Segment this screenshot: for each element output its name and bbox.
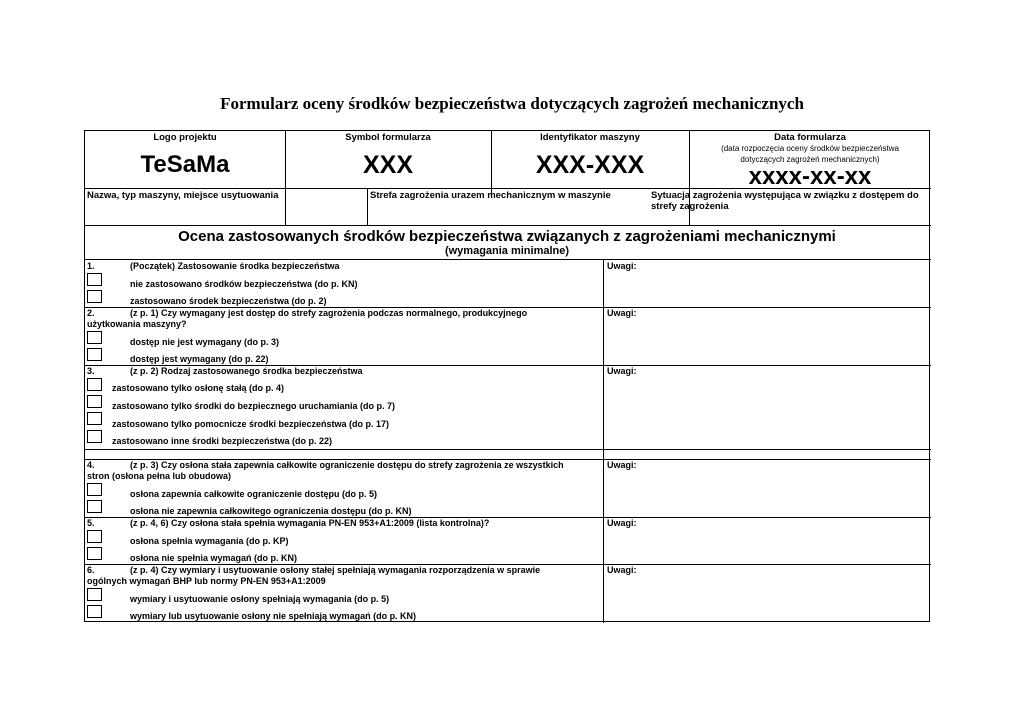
question-text-cont: ogólnych wymagań BHP lub normy PN-EN 953+A1:2009 (87, 576, 326, 586)
option-label: osłona nie spełnia wymagań (do p. KN) (130, 553, 298, 563)
checkbox[interactable] (87, 331, 102, 344)
option-label: zastosowano tylko środki do bezpiecznego uruchamiania (do p. 7) (112, 401, 396, 411)
date-label: Data formularza (774, 132, 846, 143)
hazard-situation-label: Sytuacja zagrożenia występująca w związku z dostępem do strefy zagrożenia (651, 190, 919, 212)
form-table (84, 130, 930, 622)
option-label: osłona zapewnia całkowite ograniczenie dostępu (do p. 5) (130, 489, 378, 499)
question-number: 4. (87, 460, 95, 470)
checkbox[interactable] (87, 378, 102, 391)
question-text: (z p. 4, 6) Czy osłona stała spełnia wymagania PN-EN 953+A1:2009 (lista kontrolna)? (130, 518, 490, 528)
option-label: osłona nie zapewnia całkowitego ograniczenia dostępu (do p. KN) (130, 506, 412, 516)
question-number: 5. (87, 518, 95, 528)
divider (367, 188, 368, 226)
remarks-label: Uwagi: (607, 518, 637, 528)
option-label: zastosowano środek bezpieczeństwa (do p. 2) (130, 296, 327, 306)
option-label: wymiary lub usytuowanie osłony nie spełniają wymagań (do p. KN) (130, 611, 417, 621)
checkbox[interactable] (87, 430, 102, 443)
logo-value: TeSaMa (140, 151, 230, 178)
checkbox[interactable] (87, 500, 102, 513)
checkbox[interactable] (87, 530, 102, 543)
divider (85, 225, 931, 226)
checkbox[interactable] (87, 395, 102, 408)
symbol-label: Symbol formularza (345, 132, 431, 143)
remarks-label: Uwagi: (607, 366, 637, 376)
option-label: dostęp nie jest wymagany (do p. 3) (130, 337, 280, 347)
question-text: (z p. 1) Czy wymagany jest dostęp do strefy zagrożenia podczas normalnego, produkcyjnego (130, 308, 528, 318)
checkbox[interactable] (87, 547, 102, 560)
symbol-value: XXX (362, 151, 414, 179)
option-label: zastosowano tylko osłonę stałą (do p. 4) (112, 383, 285, 393)
divider (85, 259, 931, 260)
option-label: dostęp jest wymagany (do p. 22) (130, 354, 269, 364)
question-number: 2. (87, 308, 95, 318)
date-value: xxxx-xx-xx (748, 163, 872, 190)
checkbox[interactable] (87, 290, 102, 303)
section-heading: Ocena zastosowanych środków bezpieczeństwa związanych z zagrożeniami mechanicznymi (178, 228, 836, 245)
divider (85, 449, 931, 450)
checkbox[interactable] (87, 605, 102, 618)
remarks-label: Uwagi: (607, 565, 637, 575)
option-label: osłona spełnia wymagania (do p. KP) (130, 536, 289, 546)
checkbox[interactable] (87, 412, 102, 425)
checkbox[interactable] (87, 348, 102, 361)
checkbox[interactable] (87, 273, 102, 286)
question-text: (z p. 2) Rodzaj zastosowanego środka bezpieczeństwa (130, 366, 363, 376)
question-number: 1. (87, 261, 95, 271)
machine-id-value: XXX-XXX (535, 151, 645, 179)
option-label: nie zastosowano środków bezpieczeństwa (do p. KN) (130, 279, 358, 289)
machine-info-label: Nazwa, typ maszyny, miejsce usytuowania (87, 190, 279, 201)
date-description: (data rozpoczęcia oceny środków bezpieczeństwa dotyczących zagrożeń mechanicznych) (721, 144, 899, 164)
question-number: 3. (87, 366, 95, 376)
option-label: zastosowano tylko pomocnicze środki bezpieczeństwa (do p. 17) (112, 419, 390, 429)
machine-id-label: Identyfikator maszyny (540, 132, 640, 143)
option-label: zastosowano inne środki bezpieczeństwa (do p. 22) (112, 436, 333, 446)
option-label: wymiary i usytuowanie osłony spełniają wymagania (do p. 5) (130, 594, 390, 604)
question-text: (z p. 4) Czy wymiary i usytuowanie osłony stałej spełniają wymagania rozporządzenia w sprawie (130, 565, 541, 575)
divider (603, 259, 604, 623)
page-title: Formularz oceny środków bezpieczeństwa dotyczących zagrożeń mechanicznych (220, 94, 804, 113)
question-text: (z p. 3) Czy osłona stała zapewnia całkowite ograniczenie dostępu do strefy zagrożenia ze wszystkich (130, 460, 564, 470)
question-text: (Początek) Zastosowanie środka bezpieczeństwa (130, 261, 340, 271)
remarks-label: Uwagi: (607, 308, 637, 318)
section-subheading: (wymagania minimalne) (444, 245, 570, 257)
checkbox[interactable] (87, 483, 102, 496)
checkbox[interactable] (87, 588, 102, 601)
remarks-label: Uwagi: (607, 261, 637, 271)
question-number: 6. (87, 565, 95, 575)
question-text-cont: użytkowania maszyny? (87, 319, 187, 329)
remarks-label: Uwagi: (607, 460, 637, 470)
question-text-cont: stron (osłona pełna lub obudowa) (87, 471, 231, 481)
logo-label: Logo projektu (153, 132, 217, 143)
hazard-zone-label: Strefa zagrożenia urazem mechanicznym w maszynie (370, 190, 611, 201)
